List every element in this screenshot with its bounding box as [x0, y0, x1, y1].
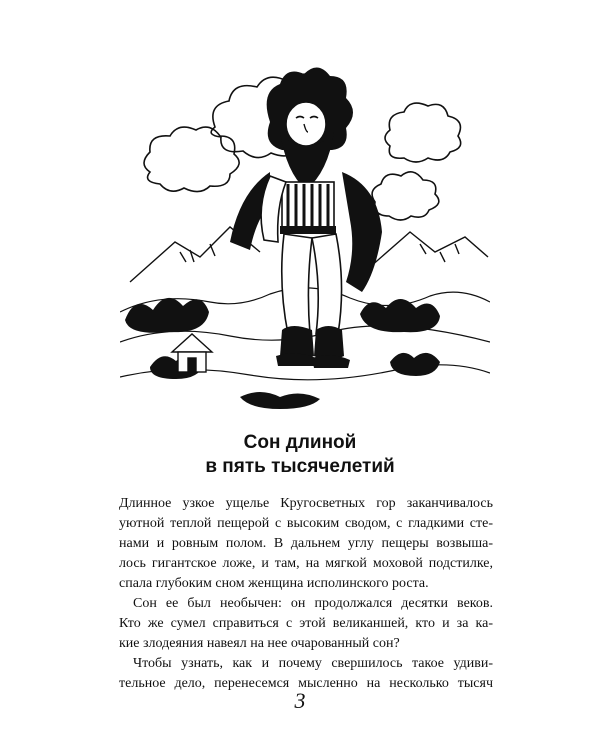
chapter-title-line-2: в пять тысячелетий [205, 456, 395, 477]
text-line: нами и ровным полом. В дальнем углу пещеры возвыша- [119, 536, 493, 551]
text-line: спала глубоким сном женщина исполинского роста. [119, 576, 429, 591]
text-line: уютной теплой пещерой с высоким сводом, с гладкими сте- [119, 516, 493, 531]
page-number: 3 [294, 688, 306, 713]
text-line: Сон ее был необычен: он продолжался десятки веков. [133, 596, 493, 611]
hut [172, 334, 212, 372]
giant-figure [230, 67, 382, 368]
text-line: лось гигантское ложе, и там, на мягкой моховой подстилке, [119, 556, 493, 571]
text-line: Кто же сумел справиться с этой великаншей, кто и за ка- [119, 616, 493, 631]
text-line: Длинное узкое ущелье Кругосветных гор заканчивалось [119, 496, 493, 511]
bearded-giant-illustration [120, 52, 490, 412]
body-text [119, 494, 493, 694]
text-line: Чтобы узнать, как и почему свершилось такое удиви- [133, 656, 493, 671]
text-line: кие злодеяния навеял на нее очарованный сон? [119, 636, 400, 651]
chapter-title-line-1: Сон длиной [243, 432, 357, 453]
text-line: тельное дело, перенесемся мысленно на несколько тысяч [119, 676, 493, 691]
